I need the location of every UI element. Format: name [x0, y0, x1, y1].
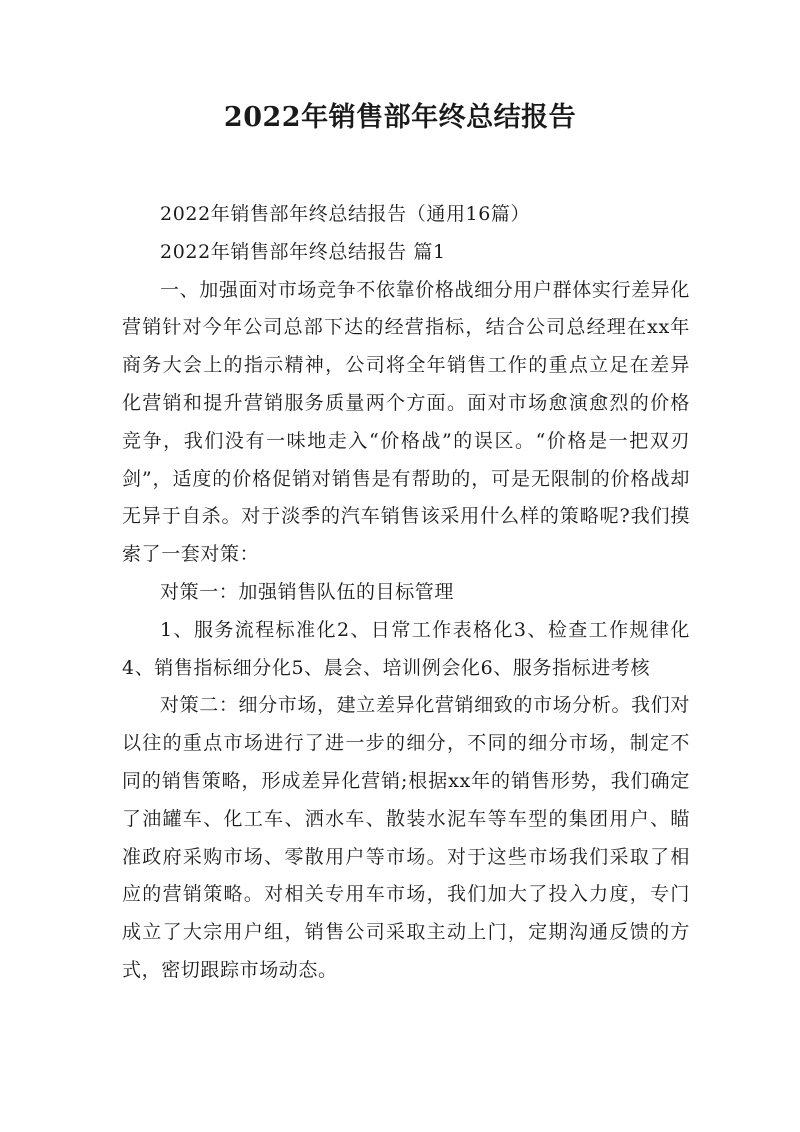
body-paragraph: 对策二：细分市场，建立差异化营销细致的市场分析。我们对以往的重点市场进行了进一步的细分，不同的细分市场，制定不同的销售策略，形成差异化营销;根据xx年的销售形势，我们确定了油罐车、化工车、洒水车、散装水泥车等车型的集团用户、瞄准政府采购市场、零散用户等市场。对于这些市场我们采取了相应的营销策略。对相关专用车市场，我们加大了投入力度，专门成立了大宗用户组，销售公司采取主动上门，定期沟通反馈的方式，密切跟踪市场动态。 — [122, 694, 690, 981]
body-paragraph: 1、服务流程标准化2、日常工作表格化3、检查工作规律化4、销售指标细分化5、晨会、培训例会化6、服务指标进考核 — [122, 618, 690, 679]
body-paragraph: 一、加强面对市场竞争不依靠价格战细分用户群体实行差异化营销针对今年公司总部下达的经营指标，结合公司总经理在xx年商务大会上的指示精神，公司将全年销售工作的重点立足在差异化营销和提升营销服务质量两个方面。面对市场愈演愈烈的价格竞争，我们没有一味地走入“价格战”的误区。“价格是一把双刃剑”，适度的价格促销对销售是有帮助的，可是无限制的价格战却无异于自杀。对于淡季的汽车销售该采用什么样的策略呢?我们摸索了一套对策： — [122, 278, 690, 566]
strategy-heading: 对策一：加强销售队伍的目标管理 — [160, 580, 455, 603]
document-body — [122, 196, 690, 990]
subtitle-paragraph: 2022年销售部年终总结报告（通用16篇） — [160, 203, 531, 225]
document-title: 2022年销售部年终总结报告 — [223, 102, 577, 133]
section-heading: 2022年销售部年终总结报告 篇1 — [160, 240, 446, 263]
